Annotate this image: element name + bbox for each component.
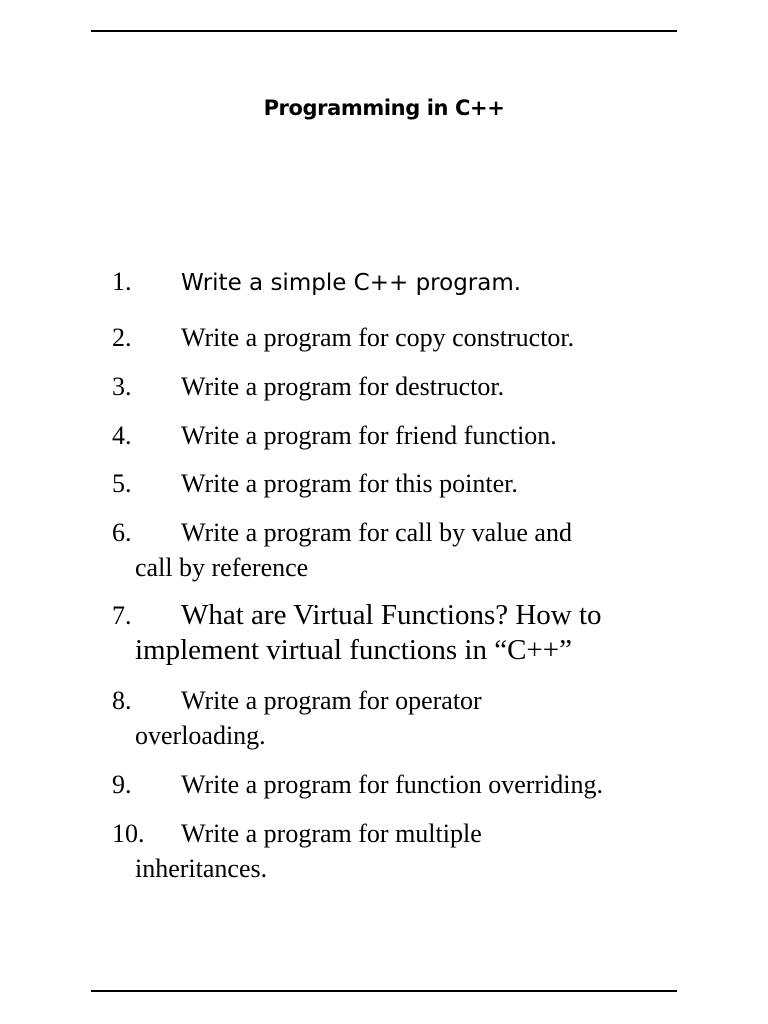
- list-item: [112, 816, 712, 886]
- list-item: [112, 369, 712, 404]
- item-text: Write a program for function overriding.: [181, 770, 604, 799]
- page-title: Programming in C++: [263, 96, 505, 120]
- item-text: Write a program for copy constructor.: [181, 323, 575, 352]
- item-number: 5.: [112, 469, 132, 498]
- list-item: [112, 515, 712, 585]
- item-number: 6.: [112, 518, 132, 547]
- item-number: 1.: [112, 267, 132, 296]
- item-continuation: implement virtual functions in “C++”: [135, 634, 573, 666]
- item-number: 9.: [112, 770, 132, 799]
- list-item: [112, 598, 712, 668]
- list-item: [112, 683, 712, 753]
- item-continuation: overloading.: [135, 721, 266, 750]
- list-item: [112, 264, 712, 301]
- item-number: 3.: [112, 372, 132, 401]
- item-continuation: call by reference: [135, 553, 309, 582]
- item-text: Write a simple C++ program.: [181, 270, 522, 296]
- item-number: 7.: [112, 601, 132, 630]
- list-item: [112, 418, 712, 453]
- list-item: [112, 767, 712, 802]
- item-text: Write a program for friend function.: [181, 421, 557, 450]
- item-text: Write a program for call by value and: [181, 518, 572, 547]
- bottom-rule: [91, 990, 677, 992]
- item-text: Write a program for this pointer.: [181, 469, 518, 498]
- list-item: [112, 466, 712, 501]
- list-item: [112, 320, 712, 355]
- item-text: What are Virtual Functions? How to: [181, 599, 602, 631]
- item-number: 8.: [112, 686, 132, 715]
- item-number: 4.: [112, 421, 132, 450]
- item-continuation: inheritances.: [135, 854, 268, 883]
- top-rule: [91, 30, 677, 32]
- item-text: Write a program for destructor.: [181, 372, 505, 401]
- item-number: 2.: [112, 323, 132, 352]
- item-number: 10.: [112, 819, 145, 848]
- item-text: Write a program for operator: [181, 686, 482, 715]
- item-text: Write a program for multiple: [181, 819, 482, 848]
